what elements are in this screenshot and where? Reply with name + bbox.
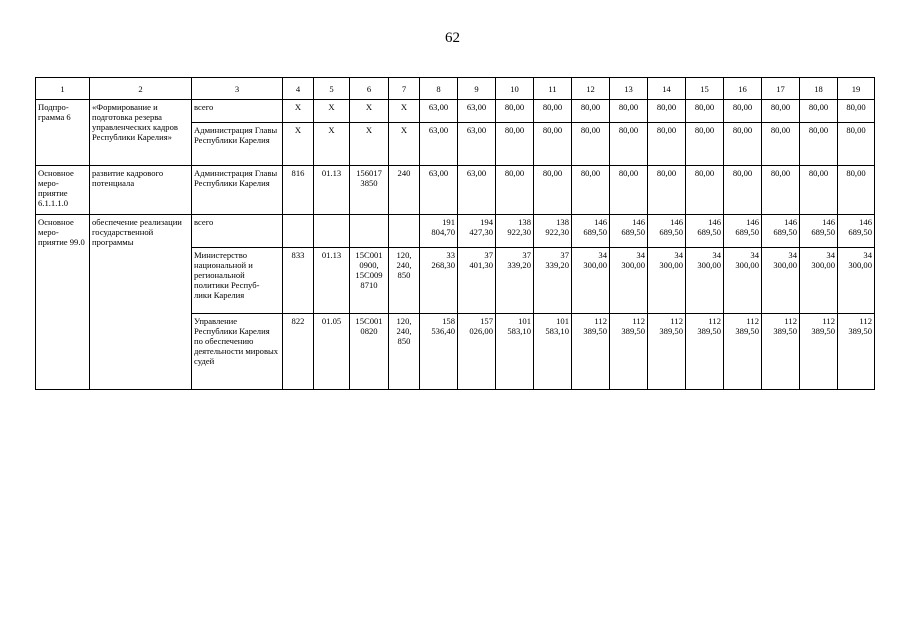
table-cell: Администрация Главы Республики Карелия: [192, 166, 283, 215]
table-cell: 112 389,50: [800, 314, 838, 390]
column-header: 7: [389, 78, 420, 100]
table-cell: 34 300,00: [800, 248, 838, 314]
table-cell: Управление Республики Карелия по обеспечению деятельности мировых судей: [192, 314, 283, 390]
table-cell: 63,00: [458, 123, 496, 166]
table-cell: 80,00: [838, 166, 875, 215]
column-header: 2: [90, 78, 192, 100]
table-cell: 112 389,50: [762, 314, 800, 390]
header-row: [36, 78, 875, 100]
table-cell: 146 689,50: [648, 215, 686, 248]
table-cell: [350, 215, 389, 248]
table-cell: 01.05: [314, 314, 350, 390]
table-cell: 146 689,50: [724, 215, 762, 248]
table-cell: 63,00: [420, 100, 458, 123]
column-header: 17: [762, 78, 800, 100]
table-cell: 80,00: [648, 123, 686, 166]
table-cell: 80,00: [838, 123, 875, 166]
table-cell: 80,00: [800, 100, 838, 123]
table-cell: Х: [314, 100, 350, 123]
column-header: 1: [36, 78, 90, 100]
table-cell: 80,00: [534, 123, 572, 166]
table-cell: 34 300,00: [572, 248, 610, 314]
table-cell: 112 389,50: [686, 314, 724, 390]
column-header: 10: [496, 78, 534, 100]
table-cell: 112 389,50: [838, 314, 875, 390]
column-header: 16: [724, 78, 762, 100]
table-cell: «Формирование и подготовка резерва управленческих кадров Республики Карелия»: [90, 100, 192, 166]
table-cell: 63,00: [420, 123, 458, 166]
table-cell: 80,00: [496, 166, 534, 215]
table-cell: 63,00: [458, 100, 496, 123]
table-cell: 34 300,00: [648, 248, 686, 314]
table-cell: 80,00: [686, 123, 724, 166]
table-cell: развитие кадрового потенциала: [90, 166, 192, 215]
table-cell: 80,00: [724, 100, 762, 123]
column-header: 15: [686, 78, 724, 100]
table-cell: 01.13: [314, 166, 350, 215]
column-header: 6: [350, 78, 389, 100]
table-cell: 112 389,50: [572, 314, 610, 390]
table-cell: 138 922,30: [534, 215, 572, 248]
table-cell: 34 300,00: [724, 248, 762, 314]
table-cell: 34 300,00: [762, 248, 800, 314]
table-cell: 80,00: [610, 100, 648, 123]
table-cell: 80,00: [724, 123, 762, 166]
column-header: 4: [283, 78, 314, 100]
table-cell: 194 427,30: [458, 215, 496, 248]
page-number: 62: [445, 30, 460, 46]
table-cell: 101 583,10: [534, 314, 572, 390]
table-cell: 34 300,00: [686, 248, 724, 314]
column-header: 11: [534, 78, 572, 100]
table-cell: 101 583,10: [496, 314, 534, 390]
table-cell: 80,00: [762, 123, 800, 166]
table-cell: 80,00: [762, 100, 800, 123]
table-cell: 63,00: [458, 166, 496, 215]
column-header: 5: [314, 78, 350, 100]
column-header: 13: [610, 78, 648, 100]
table-cell: 15С001 0820: [350, 314, 389, 390]
table-cell: 146 689,50: [686, 215, 724, 248]
table-cell: 112 389,50: [724, 314, 762, 390]
table-row: [36, 215, 875, 248]
table-cell: 80,00: [572, 123, 610, 166]
table-cell: Х: [350, 123, 389, 166]
table-cell: 80,00: [534, 100, 572, 123]
table-cell: Х: [314, 123, 350, 166]
table-cell: Администрация Главы Республики Карелия: [192, 123, 283, 166]
table-cell: 80,00: [724, 166, 762, 215]
table-cell: всего: [192, 215, 283, 248]
table-cell: 146 689,50: [610, 215, 648, 248]
table-cell: 80,00: [610, 123, 648, 166]
table-cell: 01.13: [314, 248, 350, 314]
column-header: 19: [838, 78, 875, 100]
table-cell: 146 689,50: [838, 215, 875, 248]
table-cell: 80,00: [648, 100, 686, 123]
table-cell: 112 389,50: [648, 314, 686, 390]
table-cell: 80,00: [648, 166, 686, 215]
table-cell: 80,00: [686, 100, 724, 123]
table-cell: 80,00: [762, 166, 800, 215]
table-cell: 80,00: [572, 166, 610, 215]
table-cell: [314, 215, 350, 248]
table-cell: 146 689,50: [762, 215, 800, 248]
table-cell: Х: [389, 100, 420, 123]
table-cell: [283, 215, 314, 248]
table-cell: 191 804,70: [420, 215, 458, 248]
table-cell: Министерство национальной и региональной политики Респуб- лики Карелия: [192, 248, 283, 314]
table-cell: 80,00: [572, 100, 610, 123]
column-header: 3: [192, 78, 283, 100]
budget-table: [35, 77, 875, 390]
table-cell: 63,00: [420, 166, 458, 215]
table-cell: 112 389,50: [610, 314, 648, 390]
table-cell: 80,00: [496, 100, 534, 123]
table-row: [36, 166, 875, 215]
table-cell: 80,00: [800, 123, 838, 166]
table-cell: 80,00: [686, 166, 724, 215]
table-cell: 37 339,20: [496, 248, 534, 314]
table-cell: Х: [389, 123, 420, 166]
table-cell: Х: [283, 100, 314, 123]
table-cell: 156017 3850: [350, 166, 389, 215]
table-cell: 120, 240, 850: [389, 248, 420, 314]
table-cell: Х: [350, 100, 389, 123]
column-header: 14: [648, 78, 686, 100]
table-cell: 146 689,50: [572, 215, 610, 248]
table-cell: 822: [283, 314, 314, 390]
table-cell: 240: [389, 166, 420, 215]
table-cell: Основное меро- приятие 6.1.1.1.0: [36, 166, 90, 215]
table-cell: 37 339,20: [534, 248, 572, 314]
table-cell: 816: [283, 166, 314, 215]
table-cell: 833: [283, 248, 314, 314]
column-header: 18: [800, 78, 838, 100]
table-cell: Подпро- грамма 6: [36, 100, 90, 166]
table-cell: 80,00: [534, 166, 572, 215]
table-cell: 157 026,00: [458, 314, 496, 390]
table-cell: 80,00: [838, 100, 875, 123]
table-cell: [389, 215, 420, 248]
table-cell: 37 401,30: [458, 248, 496, 314]
table-row: [36, 100, 875, 123]
table-cell: обеспечение реализации государственной программы: [90, 215, 192, 390]
table-cell: 80,00: [496, 123, 534, 166]
table-cell: 34 300,00: [838, 248, 875, 314]
table-cell: Х: [283, 123, 314, 166]
table-cell: 80,00: [800, 166, 838, 215]
column-header: 9: [458, 78, 496, 100]
table-cell: 138 922,30: [496, 215, 534, 248]
table-cell: 33 268,30: [420, 248, 458, 314]
table-cell: 146 689,50: [800, 215, 838, 248]
column-header: 12: [572, 78, 610, 100]
table-cell: 120, 240, 850: [389, 314, 420, 390]
table-cell: 15С001 0900, 15С009 8710: [350, 248, 389, 314]
table-cell: всего: [192, 100, 283, 123]
table-cell: 34 300,00: [610, 248, 648, 314]
table-cell: Основное меро- приятие 99.0: [36, 215, 90, 390]
table-cell: 80,00: [610, 166, 648, 215]
table-cell: 158 536,40: [420, 314, 458, 390]
column-header: 8: [420, 78, 458, 100]
